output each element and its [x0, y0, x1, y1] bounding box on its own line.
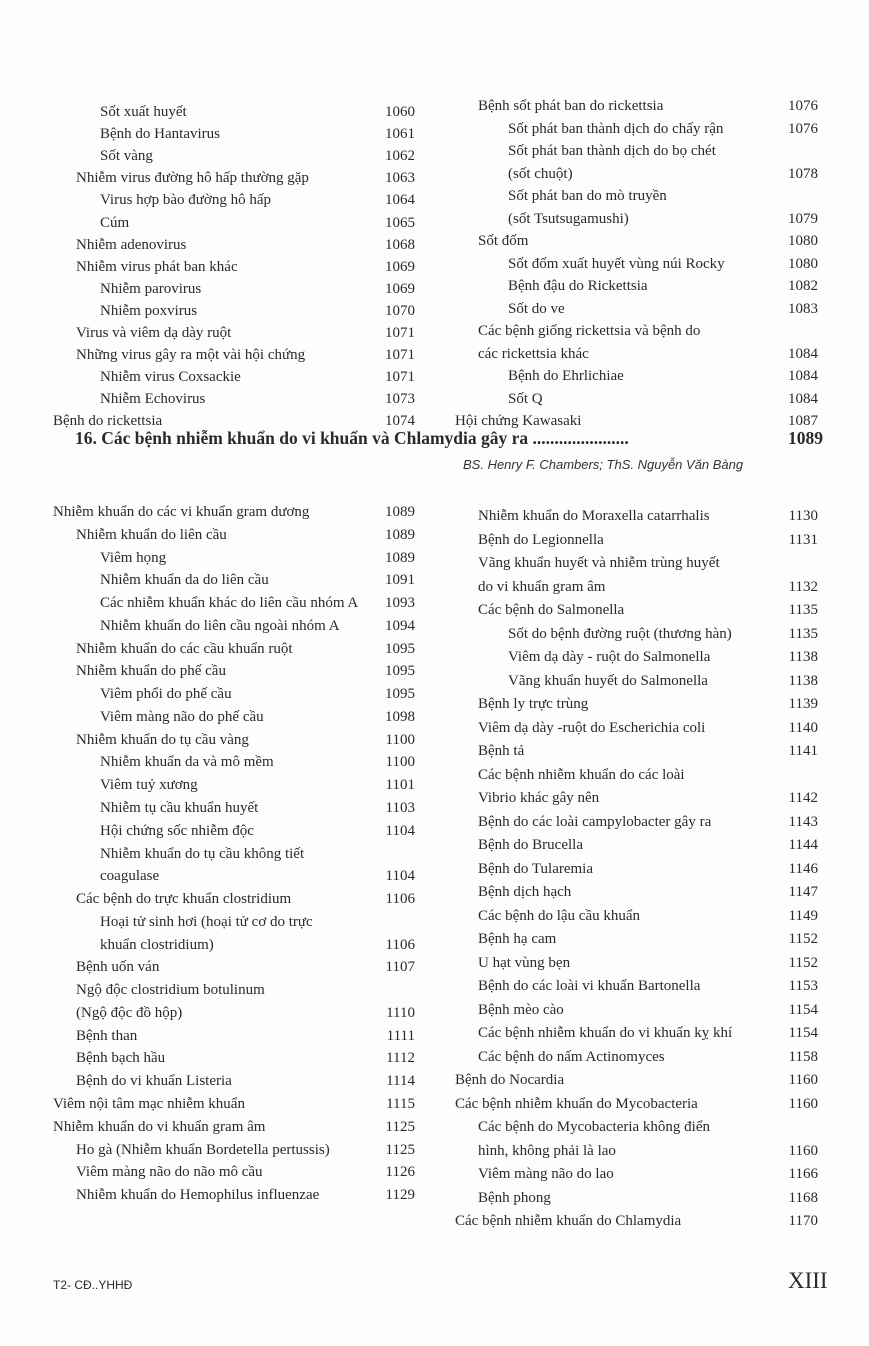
toc-entry-title: Viêm nội tâm mạc nhiễm khuẩn: [53, 1096, 245, 1113]
toc-entry-page: 1071: [385, 347, 415, 364]
toc-entry-page: 1061: [385, 126, 415, 143]
toc-entry-title: Nhiễm virus Coxsackie: [100, 369, 241, 386]
toc-entry-title: Các bệnh do lậu cầu khuẩn: [478, 907, 641, 924]
toc-entry-title: Các bệnh nhiễm khuẩn do vi khuẩn kỵ khí: [478, 1025, 733, 1041]
toc-entry: [455, 858, 818, 880]
toc-entry-title: Nhiễm parovirus: [100, 280, 202, 297]
toc-entry-title: Vibrio khác gây nên: [478, 790, 600, 806]
toc-entry-page: 1144: [788, 837, 818, 853]
toc-entry-page: 1062: [385, 148, 415, 165]
toc-entry-title: Nhiễm Echovirus: [100, 391, 206, 408]
toc-entry: [53, 344, 415, 366]
toc-entry-page: 1103: [385, 800, 415, 816]
toc-entry-title: Các bệnh do trực khuẩn clostridium: [76, 891, 292, 908]
toc-entry-page: 1065: [385, 214, 415, 231]
toc-entry: [53, 1070, 415, 1092]
toc-entry-page: 1100: [385, 754, 415, 771]
toc-entry-page: 1078: [788, 165, 818, 182]
toc-entry-title: Nhiễm khuẩn do liên cầu: [76, 526, 227, 543]
toc-entry: [53, 774, 415, 796]
toc-entry: [53, 524, 415, 546]
toc-entry-title: do vi khuẩn gram âm: [478, 578, 606, 595]
toc-entry-page: 1160: [788, 1072, 818, 1088]
toc-entry-page: 1152: [788, 954, 818, 971]
toc-entry: [53, 234, 415, 256]
toc-entry: [455, 275, 818, 297]
page-number: XIII: [788, 1268, 828, 1293]
toc-entry-page: 1071: [385, 369, 415, 386]
toc-entry: [455, 576, 818, 598]
toc-entry: [455, 298, 818, 320]
toc-entry-title: Viêm phổi do phế cầu: [100, 686, 232, 703]
toc-entry-title: Bệnh mèo cào: [478, 1001, 564, 1018]
toc-entry-page: 1160: [788, 1142, 818, 1159]
toc-entry-title: Bệnh than: [76, 1027, 138, 1044]
toc-entry: [53, 1161, 415, 1183]
toc-entry-title: Vãng khuẩn huyết do Salmonella: [508, 672, 708, 689]
toc-entry-title: Bệnh do Brucella: [478, 837, 583, 853]
toc-entry-title: Nhiễm khuẩn do tụ cầu không tiết: [100, 845, 305, 862]
toc-entry: [53, 797, 415, 819]
toc-entry: [455, 343, 818, 365]
toc-entry-page: 1095: [385, 663, 415, 680]
toc-entry-title: (sốt Tsutsugamushi): [508, 210, 629, 227]
toc-entry-page: 1125: [385, 1141, 415, 1158]
toc-entry-title: Các bệnh giống rickettsia và bệnh do: [478, 323, 701, 339]
toc-entry-title: Nhiễm khuẩn do các vi khuẩn gram dương: [53, 504, 310, 520]
toc-entry-title: Bệnh do vi khuẩn Listeria: [76, 1073, 232, 1090]
toc-entry-page: 1084: [788, 368, 818, 384]
toc-entry-page: 1110: [386, 1004, 415, 1021]
toc-entry-title: Viêm màng não do não mô cầu: [76, 1164, 263, 1181]
toc-entry-page: 1111: [386, 1027, 415, 1044]
toc-entry: [53, 501, 415, 523]
toc-entry-title: Nhiễm khuẩn do Hemophilus influenzae: [76, 1187, 320, 1204]
toc-entry: [455, 118, 818, 140]
toc-entry-title: Nhiễm khuẩn do tụ cầu vàng: [76, 731, 249, 748]
toc-entry-title: Bệnh phong: [478, 1189, 551, 1206]
toc-entry: [53, 1116, 415, 1138]
toc-entry: [455, 552, 818, 574]
toc-entry: [53, 865, 415, 887]
toc-entry-page: 1070: [385, 302, 415, 319]
toc-entry: [53, 638, 415, 660]
toc-entry: [455, 975, 818, 997]
toc-entry: [53, 592, 415, 614]
toc-entry-page: 1146: [788, 860, 818, 877]
toc-entry-title: coagulase: [100, 868, 160, 885]
toc-entry-page: 1101: [385, 777, 415, 794]
toc-entry: [53, 101, 415, 123]
toc-entry: [455, 505, 818, 527]
toc-entry: [53, 278, 415, 300]
chapter-authors: BS. Henry F. Chambers; ThS. Nguyễn Văn Bàng: [463, 457, 744, 472]
toc-entry-page: 1106: [385, 936, 415, 953]
toc-entry-page: 1073: [385, 391, 415, 408]
toc-entry-page: 1106: [385, 891, 415, 908]
toc-entry: [455, 787, 818, 809]
toc-entry-page: 1069: [385, 258, 415, 275]
toc-entry: [455, 693, 818, 715]
toc-entry-title: Sốt phát ban thành dịch do bọ chét: [508, 143, 716, 159]
toc-entry-page: 1060: [385, 104, 415, 120]
toc-entry: [455, 834, 818, 856]
toc-entry-title: Ngộ độc clostridium botulinum: [76, 982, 265, 999]
toc-entry-title: Những virus gây ra một vài hội chứng: [76, 347, 306, 364]
chapter-title: 16. Các bệnh nhiễm khuẩn do vi khuẩn và Chlamydia gây ra ......................: [75, 428, 629, 448]
toc-entry-page: 1147: [788, 884, 818, 900]
toc-entry: [53, 660, 415, 682]
toc-entry: [455, 928, 818, 950]
toc-entry: [53, 888, 415, 910]
toc-entry-title: Nhiễm virus phát ban khác: [76, 258, 238, 275]
toc-entry-page: 1089: [385, 504, 415, 520]
toc-entry: [53, 820, 415, 842]
toc-entry: [455, 905, 818, 927]
toc-entry: [53, 615, 415, 637]
toc-entry: [455, 140, 818, 162]
toc-entry-title: Bệnh do Nocardia: [455, 1072, 565, 1088]
toc-entry-page: 1100: [385, 731, 415, 748]
toc-entry: [455, 163, 818, 185]
toc-entry: [455, 365, 818, 387]
toc-entry-title: Nhiễm khuẩn do phế cầu: [76, 663, 226, 680]
toc-entry-title: Nhiễm adenovirus: [76, 236, 187, 253]
toc-entry-page: 1152: [788, 931, 818, 947]
toc-entry: [53, 934, 415, 956]
toc-entry: [53, 212, 415, 234]
toc-entry-title: Sốt vàng: [100, 148, 153, 165]
toc-entry-title: Bệnh hạ cam: [478, 931, 557, 947]
toc-entry-title: Sốt đốm xuất huyết vùng núi Rocky: [508, 255, 725, 272]
toc-entry-page: 1141: [788, 743, 818, 759]
toc-entry-page: 1115: [386, 1096, 415, 1113]
toc-entry-title: Nhiễm khuẩn do Moraxella catarrhalis: [478, 508, 710, 524]
toc-entry-page: 1076: [788, 98, 818, 114]
toc-entry-title: Bệnh đậu do Rickettsia: [508, 278, 648, 294]
toc-entry-page: 1091: [385, 572, 415, 589]
toc-entry-page: 1135: [788, 602, 818, 618]
toc-entry-page: 1112: [386, 1050, 415, 1067]
toc-entry: [455, 1022, 818, 1044]
chapter-heading: [75, 428, 823, 449]
toc-entry: [53, 979, 415, 1001]
toc-entry: [455, 185, 818, 207]
toc-entry-page: 1132: [788, 578, 818, 595]
toc-entry-page: 1084: [788, 345, 818, 362]
toc-entry: [455, 670, 818, 692]
toc-entry-page: 1160: [788, 1095, 818, 1112]
toc-entry: [455, 388, 818, 410]
toc-entry-title: Cúm: [100, 214, 130, 231]
toc-entry-page: 1154: [788, 1025, 818, 1041]
toc-entry-page: 1138: [788, 649, 818, 665]
toc-entry-title: (Ngộ độc đồ hộp): [76, 1004, 183, 1021]
toc-entry: [53, 729, 415, 751]
toc-entry-title: Bệnh do các loài vi khuẩn Bartonella: [478, 978, 701, 994]
toc-entry-title: Bệnh ly trực trùng: [478, 696, 589, 712]
toc-entry-title: Ho gà (Nhiễm khuẩn Bordetella pertussis): [76, 1141, 330, 1158]
toc-entry-page: 1095: [385, 686, 415, 703]
toc-entry-page: 1087: [788, 413, 818, 429]
toc-entry: [455, 646, 818, 668]
toc-entry-page: 1140: [788, 719, 818, 736]
toc-entry: [455, 253, 818, 275]
toc-entry-title: Các bệnh nhiễm khuẩn do Mycobacteria: [455, 1095, 698, 1112]
toc-entry-page: 1098: [385, 708, 415, 725]
toc-entry: [53, 843, 415, 865]
toc-entry-page: 1135: [788, 625, 818, 642]
toc-entry: [53, 322, 415, 344]
toc-entry-page: 1154: [788, 1001, 818, 1018]
toc-entry-title: Nhiễm khuẩn da và mô mềm: [100, 754, 274, 771]
toc-entry-title: Viêm họng: [100, 549, 167, 566]
toc-entry-title: Các bệnh do Mycobacteria không điển: [478, 1119, 711, 1135]
toc-entry-title: Bệnh do Tularemia: [478, 860, 593, 877]
toc-entry: [455, 208, 818, 230]
toc-entry: [455, 230, 818, 252]
toc-entry: [53, 123, 415, 145]
toc-entry-page: 1069: [385, 280, 415, 297]
toc-entry-page: 1064: [385, 192, 415, 209]
toc-entry-title: khuẩn clostridium): [100, 936, 214, 953]
toc-entry-page: 1114: [386, 1073, 415, 1090]
toc-entry: [455, 740, 818, 762]
toc-entry: [455, 1140, 818, 1162]
toc-entry-title: (sốt chuột): [508, 165, 573, 182]
toc-entry-title: Các bệnh do nấm Actinomyces: [478, 1048, 665, 1065]
toc-entry-title: Các nhiễm khuẩn khác do liên cầu nhóm A: [100, 595, 359, 612]
toc-entry-page: 1153: [788, 978, 818, 994]
toc-entry-page: 1129: [385, 1187, 415, 1204]
toc-entry-title: Viêm dạ dày - ruột do Salmonella: [508, 649, 711, 665]
toc-entry-page: 1095: [385, 640, 415, 657]
toc-entry-page: 1084: [788, 390, 818, 407]
toc-entry: [455, 1163, 818, 1185]
toc-entry-title: Bệnh dịch hạch: [478, 884, 572, 900]
toc-entry: [53, 256, 415, 278]
chapter-page: 1089: [788, 428, 823, 448]
toc-entry-page: 1080: [788, 233, 818, 249]
toc-entry-title: Nhiễm virus đường hô hấp thường gặp: [76, 170, 309, 187]
toc-entry-title: Sốt Q: [508, 390, 543, 407]
toc-entry-page: 1079: [788, 210, 818, 227]
toc-entry-page: 1168: [788, 1189, 818, 1206]
toc-entry: [53, 366, 415, 388]
toc-entry-title: Virus và viêm dạ dày ruột: [76, 325, 232, 341]
toc-entry-title: Viêm tuỷ xương: [100, 777, 198, 794]
toc-entry-title: Bệnh bạch hầu: [76, 1050, 166, 1067]
toc-entry: [455, 1069, 818, 1091]
toc-entry: [455, 623, 818, 645]
toc-entry-title: Viêm màng não do lao: [478, 1166, 614, 1182]
toc-entry: [455, 529, 818, 551]
toc-entry-page: 1158: [788, 1048, 818, 1065]
toc-entry-page: 1071: [385, 325, 415, 341]
toc-entry-page: 1166: [788, 1166, 818, 1182]
toc-entry-page: 1170: [788, 1213, 818, 1229]
toc-entry-title: Sốt xuất huyết: [100, 104, 187, 120]
toc-entry-title: Sốt phát ban thành dịch do chấy rận: [508, 120, 724, 137]
toc-entry: [455, 717, 818, 739]
toc-entry: [53, 1093, 415, 1115]
toc-entry-title: Hoại tử sinh hơi (hoại tử cơ do trực: [100, 913, 313, 930]
toc-entry-title: Sốt đốm: [478, 233, 529, 249]
toc-entry-title: Nhiễm poxvirus: [100, 302, 198, 319]
toc-entry: [53, 189, 415, 211]
toc-entry-page: 1126: [385, 1164, 415, 1181]
toc-entry-page: 1089: [385, 526, 415, 543]
toc-entry-title: Nhiễm khuẩn do các cầu khuẩn ruột: [76, 640, 293, 657]
toc-entry: [455, 95, 818, 117]
toc-entry: [53, 145, 415, 167]
toc-entry-page: 1125: [385, 1118, 415, 1135]
toc-entry-page: 1074: [385, 413, 415, 430]
toc-entry: [455, 1093, 818, 1115]
toc-entry: [53, 751, 415, 773]
toc-entry: [53, 1139, 415, 1161]
toc-entry: [455, 881, 818, 903]
toc-entry: [53, 1002, 415, 1024]
toc-entry: [455, 1187, 818, 1209]
toc-entry: [53, 167, 415, 189]
toc-entry-title: Sốt do bệnh đường ruột (thương hàn): [508, 625, 732, 642]
toc-entry: [53, 1184, 415, 1206]
toc-entry-page: 1130: [788, 508, 818, 524]
toc-entry-page: 1094: [385, 617, 415, 634]
toc-entry: [53, 1047, 415, 1069]
toc-entry: [455, 1116, 818, 1138]
toc-entry: [455, 952, 818, 974]
toc-entry-title: Nhiễm khuẩn do liên cầu ngoài nhóm A: [100, 617, 340, 634]
toc-entry-title: Nhiễm khuẩn da do liên cầu: [100, 572, 269, 589]
toc-entry-title: Bệnh do Ehrlichiae: [508, 368, 624, 384]
toc-entry: [53, 956, 415, 978]
toc-entry-title: Nhiễm tụ cầu khuẩn huyết: [100, 800, 259, 816]
toc-entry-title: Các bệnh do Salmonella: [478, 602, 625, 618]
toc-entry: [455, 1210, 818, 1232]
toc-entry-title: Sốt do ve: [508, 300, 565, 317]
toc-entry-title: Các bệnh nhiễm khuẩn do các loài: [478, 766, 685, 783]
toc-entry-title: hình, không phải là lao: [478, 1142, 616, 1159]
toc-entry-title: Bệnh do rickettsia: [53, 413, 163, 430]
toc-entry: [455, 1046, 818, 1068]
toc-entry-page: 1139: [788, 696, 818, 712]
toc-entry-page: 1063: [385, 170, 415, 187]
toc-entry-page: 1089: [385, 549, 415, 566]
toc-entry: [53, 683, 415, 705]
toc-entry-page: 1076: [788, 120, 818, 137]
toc-entry: [53, 911, 415, 933]
toc-entry-page: 1083: [788, 300, 818, 317]
toc-entry-page: 1093: [385, 595, 415, 612]
toc-entry-title: Viêm màng não do phế cầu: [100, 708, 264, 725]
toc-entry-page: 1143: [788, 813, 818, 830]
toc-entry-title: Virus hợp bào đường hô hấp: [100, 192, 271, 209]
toc-entry-page: 1142: [788, 790, 818, 806]
toc-entry: [455, 999, 818, 1021]
toc-entry-title: Bệnh do các loài campylobacter gây ra: [478, 813, 712, 830]
toc-entry-page: 1104: [385, 822, 415, 839]
toc-entry-title: Bệnh tả: [478, 743, 525, 759]
toc-entry-page: 1082: [788, 278, 818, 294]
toc-entry-page: 1149: [788, 907, 818, 924]
toc-entry: [53, 300, 415, 322]
toc-entry-page: 1138: [788, 672, 818, 689]
toc-entry-page: 1107: [385, 959, 415, 976]
toc-entry: [455, 320, 818, 342]
toc-entry-title: Hội chứng sốc nhiễm độc: [100, 822, 254, 839]
toc-entry: [53, 1025, 415, 1047]
toc-entry: [455, 764, 818, 786]
toc-entry-title: Nhiễm khuẩn do vi khuẩn gram âm: [53, 1118, 266, 1135]
toc-entry-page: 1104: [385, 868, 415, 885]
toc-entry-page: 1131: [788, 531, 818, 548]
toc-entry-page: 1068: [385, 236, 415, 253]
toc-entry-title: Vãng khuẩn huyết và nhiễm trùng huyết: [478, 555, 720, 571]
toc-entry-title: Các bệnh nhiễm khuẩn do Chlamydia: [455, 1213, 682, 1229]
toc-entry: [455, 811, 818, 833]
toc-entry-title: các rickettsia khác: [478, 345, 589, 362]
toc-entry-page: 1080: [788, 255, 818, 272]
toc-entry: [53, 569, 415, 591]
toc-entry: [53, 706, 415, 728]
toc-entry-title: U hạt vùng bẹn: [478, 954, 571, 971]
toc-entry-title: Bệnh do Legionnella: [478, 531, 604, 548]
toc-entry-title: Sốt phát ban do mò truyền: [508, 188, 667, 204]
toc-entry-title: Hội chứng Kawasaki: [455, 413, 582, 429]
toc-entry-title: Bệnh do Hantavirus: [100, 126, 220, 143]
toc-entry-title: Bệnh sốt phát ban do rickettsia: [478, 98, 664, 114]
toc-entry: [455, 599, 818, 621]
toc-entry: [53, 547, 415, 569]
footer-code: T2- CĐ..YHHĐ: [53, 1278, 133, 1292]
toc-entry-title: Viêm dạ dày -ruột do Escherichia coli: [478, 719, 706, 736]
toc-entry-title: Bệnh uốn ván: [76, 959, 160, 976]
toc-entry: [53, 388, 415, 410]
